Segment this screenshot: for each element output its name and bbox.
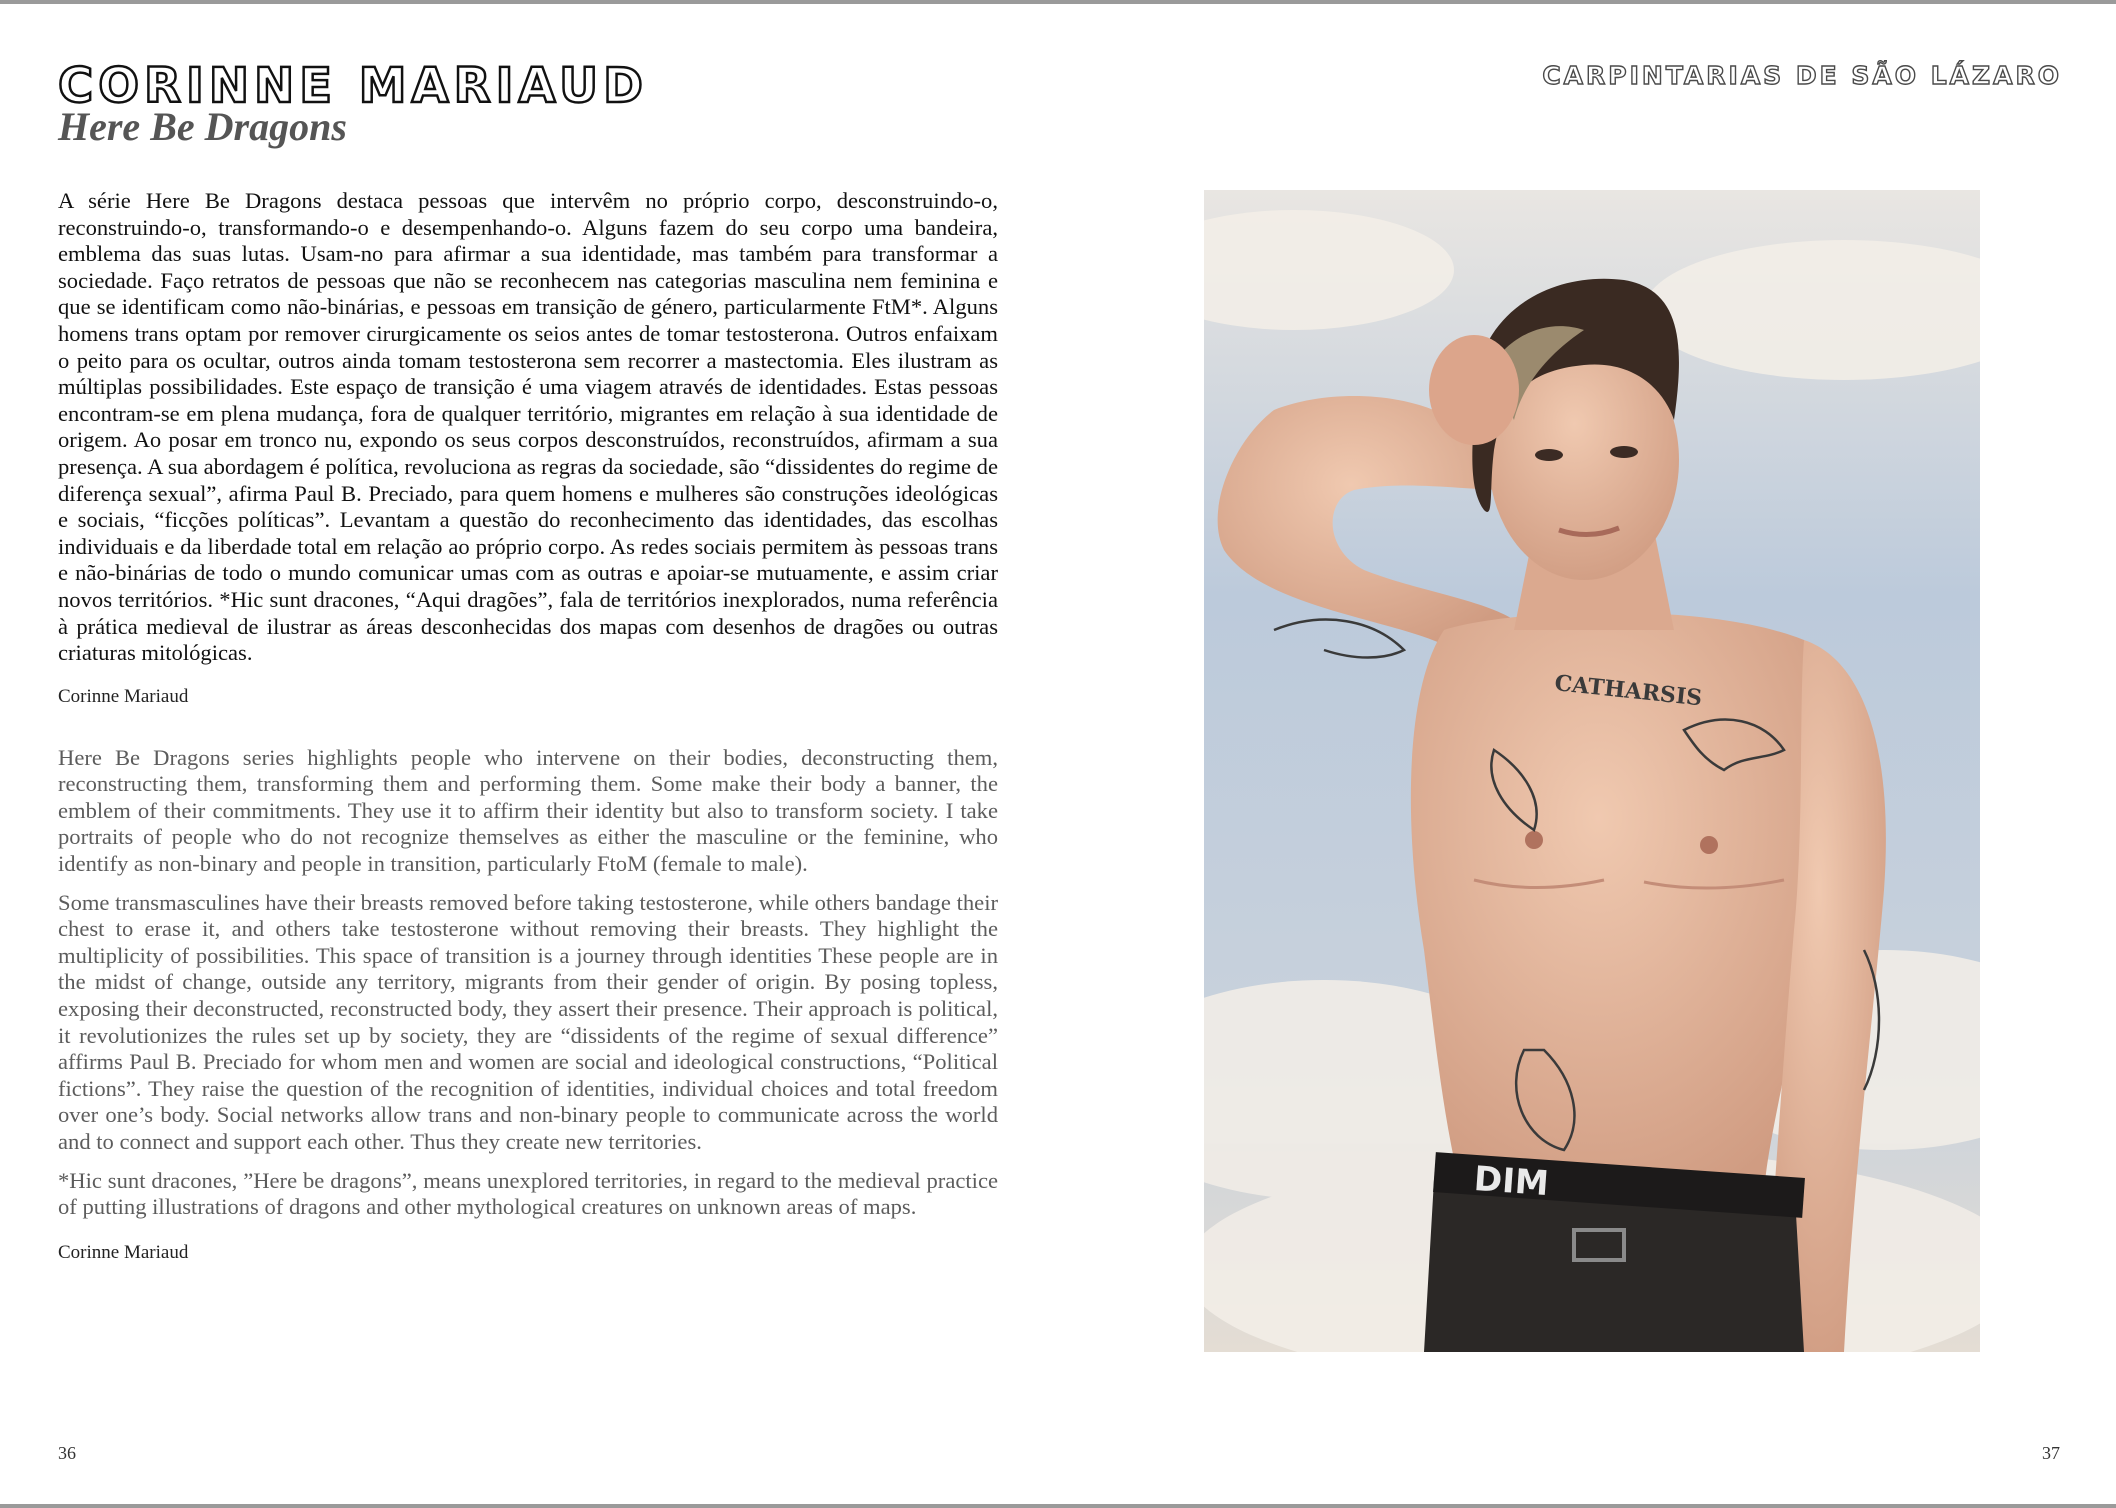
series-title: Here Be Dragons xyxy=(58,104,347,149)
portuguese-text: A série Here Be Dragons destaca pessoas que intervêm no próprio corpo, desconstruindo-o, reconstruindo-o, transformando-o e desempenhando-o. Alguns fazem do seu corpo uma bandeira, emblema das suas lutas. Usam-no para afirmar a sua identidade, mas também para transformar a sociedade. Faço retratos de pessoas que não se reconhecem nas categorias masculina nem feminina e que se identificam como não-binárias, e pessoas em transição de género, particularmente FtM*. Alguns homens trans optam por remover cirurgicamente os seios antes de tomar testosterona. Outros enfaixam o peito para os ocultar, outros ainda tomam testosterona sem recorrer a mastectomia. Eles ilustram as múltiplas possibilidades. Este espaço de transição é uma viagem através de identidades. Estas pessoas encontram-se em plena mudança, fora de qualquer território, migrantes em relação à sua identidade de origem. Ao posar em tronco nu, expondo os seus corpos desconstruídos, reconstruídos, afirmam a sua presença. A sua abordagem é política, revoluciona as regras da sociedade, são “dissidentes do regime de diferença sexual”, afirma Paul B. Preciado, para quem homens e mulheres são construções ideológicas e sociais, “ficções políticas”. Levantam a questão do reconhecimento das identidades, das escolhas individuais e da liberdade total em relação ao próprio corpo. As redes sociais permitem às pessoas trans e não-binárias de todo o mundo comunicar umas com as outras e apoiar-se mutuamente, e assim criar novos territórios. *Hic sunt dracones, “Aqui dragões”, fala de territórios inexplorados, numa referência à prática medieval de ilustrar as áreas desconhecidas dos mapas com desenhos de dragões ou outras criaturas mitológicas. xyxy=(58,188,998,666)
venue-name: CARPINTARIAS DE SÃO LÁZARO xyxy=(1542,61,2062,90)
english-paragraph-1: Here Be Dragons series highlights people who intervene on their bodies, deconstructing them, reconstructing them, transforming them and performing them. Some make their body a banner, the emblem of their commitments. They use it to affirm their identity but also to transform society. I take portraits of people who do not recognize themselves as either the masculine or the feminine, who identify as non-binary and people in transition, particularly FtoM (female to male). xyxy=(58,744,998,877)
bottom-rule xyxy=(0,1504,2116,1508)
author-name: CORINNE MARIAUD xyxy=(58,58,648,114)
page-number-right: 37 xyxy=(2042,1443,2060,1463)
page-number-left: 36 xyxy=(58,1443,76,1463)
author-signature-en: Corinne Mariaud xyxy=(58,1241,189,1263)
english-text xyxy=(58,745,998,1221)
hand xyxy=(1429,335,1519,445)
portrait-photo xyxy=(1204,190,1980,1352)
top-rule xyxy=(0,0,2116,4)
english-paragraph-2: Some transmasculines have their breasts removed before taking testosterone, while others bandage their chest to erase it, and others take testosterone without removing their breasts. They highlight the multiplicity of possibilities. This space of transition is a journey through identities These people are in the midst of change, outside any territory, migrants from their gender of origin. By posing topless, exposing their deconstructed, reconstructed body, they assert their presence. Their approach is political, it revolutionizes the rules set up by society, they are “dissidents of the regime of sexual difference” affirms Paul B. Preciado for whom men and women are social and ideological constructions, “Political fictions”. They raise the question of the recognition of identities, individual choices and total freedom over one’s body. Social networks allow trans and non-binary people to communicate across the world and to connect and support each other. Thus they create new territories. xyxy=(58,889,998,1154)
author-signature-pt: Corinne Mariaud xyxy=(58,685,189,707)
waistband-text: DIM xyxy=(1472,1158,1551,1205)
text-column xyxy=(58,188,998,1265)
chest-tattoo-text: CATHARSIS xyxy=(1553,670,1704,712)
english-paragraph-3: *Hic sunt dracones, ”Here be dragons”, means unexplored territories, in regard to the medieval practice of putting illustrations of dragons and other mythological creatures on unknown areas of maps. xyxy=(58,1167,998,1220)
